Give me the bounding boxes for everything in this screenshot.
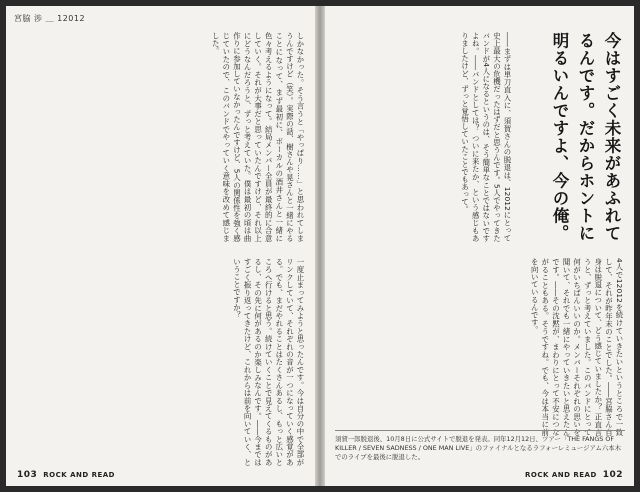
- pull-quote-headline: 今はすごく未来があふれてるんです。だからホントに明るいんですよ、今の俺。: [550, 32, 621, 242]
- running-head: 宮脇 渉 ＿ 12012: [14, 14, 86, 23]
- right-body-bottom: 4人で12012を続けていきたいというところで一致して、それが昨年末のことでした。――宮脇さん自身は脱退について、どう感じていましたか？ 正直言うと、ずっと考えていました。このバンドにとって何がいちばんいいのか。メンバーそれぞれの思いを聞いて、それでも一緒にやっていきたいと思えたんです。――その沈黙が、まわりにとって不安につながることもある。そうですね。でも、今は本当に前を向いているんです。: [530, 258, 624, 436]
- right-page-number: 102: [602, 470, 623, 480]
- left-body-bottom: 一度止まってみようと思ったんです。今は自分の中で全部がリンクしていて、それぞれの音が一つになっていく感覚がある。でも、まだやれることはたくさんあるし、もっと広いところへ行けると思う。続けていくことで見えてくるものがあるし、その先に何があるのか楽しみなんです。――今まではすごく振り返ってきたけど、これからは前を向いていく、ということですか？: [232, 258, 305, 466]
- left-body-top: しかなかった。そう言うと「やっぱり……」と思われてしまうんですけど（笑）。実際の話、樹さんや晃さんと一緒にやることになって、まず最初に、ボーカルの酒井さんと一緒に色々考えるようになって。結局メンバー全員が最終的に合意していく。それが大事だと思っていたんですけど、それ以上にどうなんだろうと、ずっと考えていた。僕は最初の頃は曲作りに参加していなかったんですけど、5人の関係性を強く感じていたので、このバンドでやっていく意味を改めて感じました。: [211, 32, 305, 242]
- right-page: [325, 6, 634, 486]
- right-body-top: ――まずは単刀直入に、須賀さんの脱退は、12012にとって史上最大の危機だったはずだと思うんです。5人でやってきたバンドが4人になるというのは、そう簡単なことではないですよね。――バンドとしては？ ついに来たか、という感じもありましたけど、ずっと覚悟していたことでもあって。: [460, 32, 512, 242]
- gutter: [315, 6, 325, 486]
- left-page-number: 103: [17, 470, 38, 480]
- photo-caption: 須賀一郎脱退後、10月8日に公式サイトで脱退を発表。同年12月12日、ツアー「THE FANGS OF KILLER / SEVEN SADNESS / ONE MAN LIVE」のファイナルとなるラフォーレミュージアム六本木でのライブを最後に脱退した。: [335, 430, 625, 462]
- right-footer-label: ROCK AND READ: [525, 471, 597, 479]
- left-page: [6, 6, 315, 486]
- left-footer-label: ROCK AND READ: [43, 471, 115, 479]
- right-footer: [525, 470, 626, 480]
- left-footer: [14, 470, 115, 480]
